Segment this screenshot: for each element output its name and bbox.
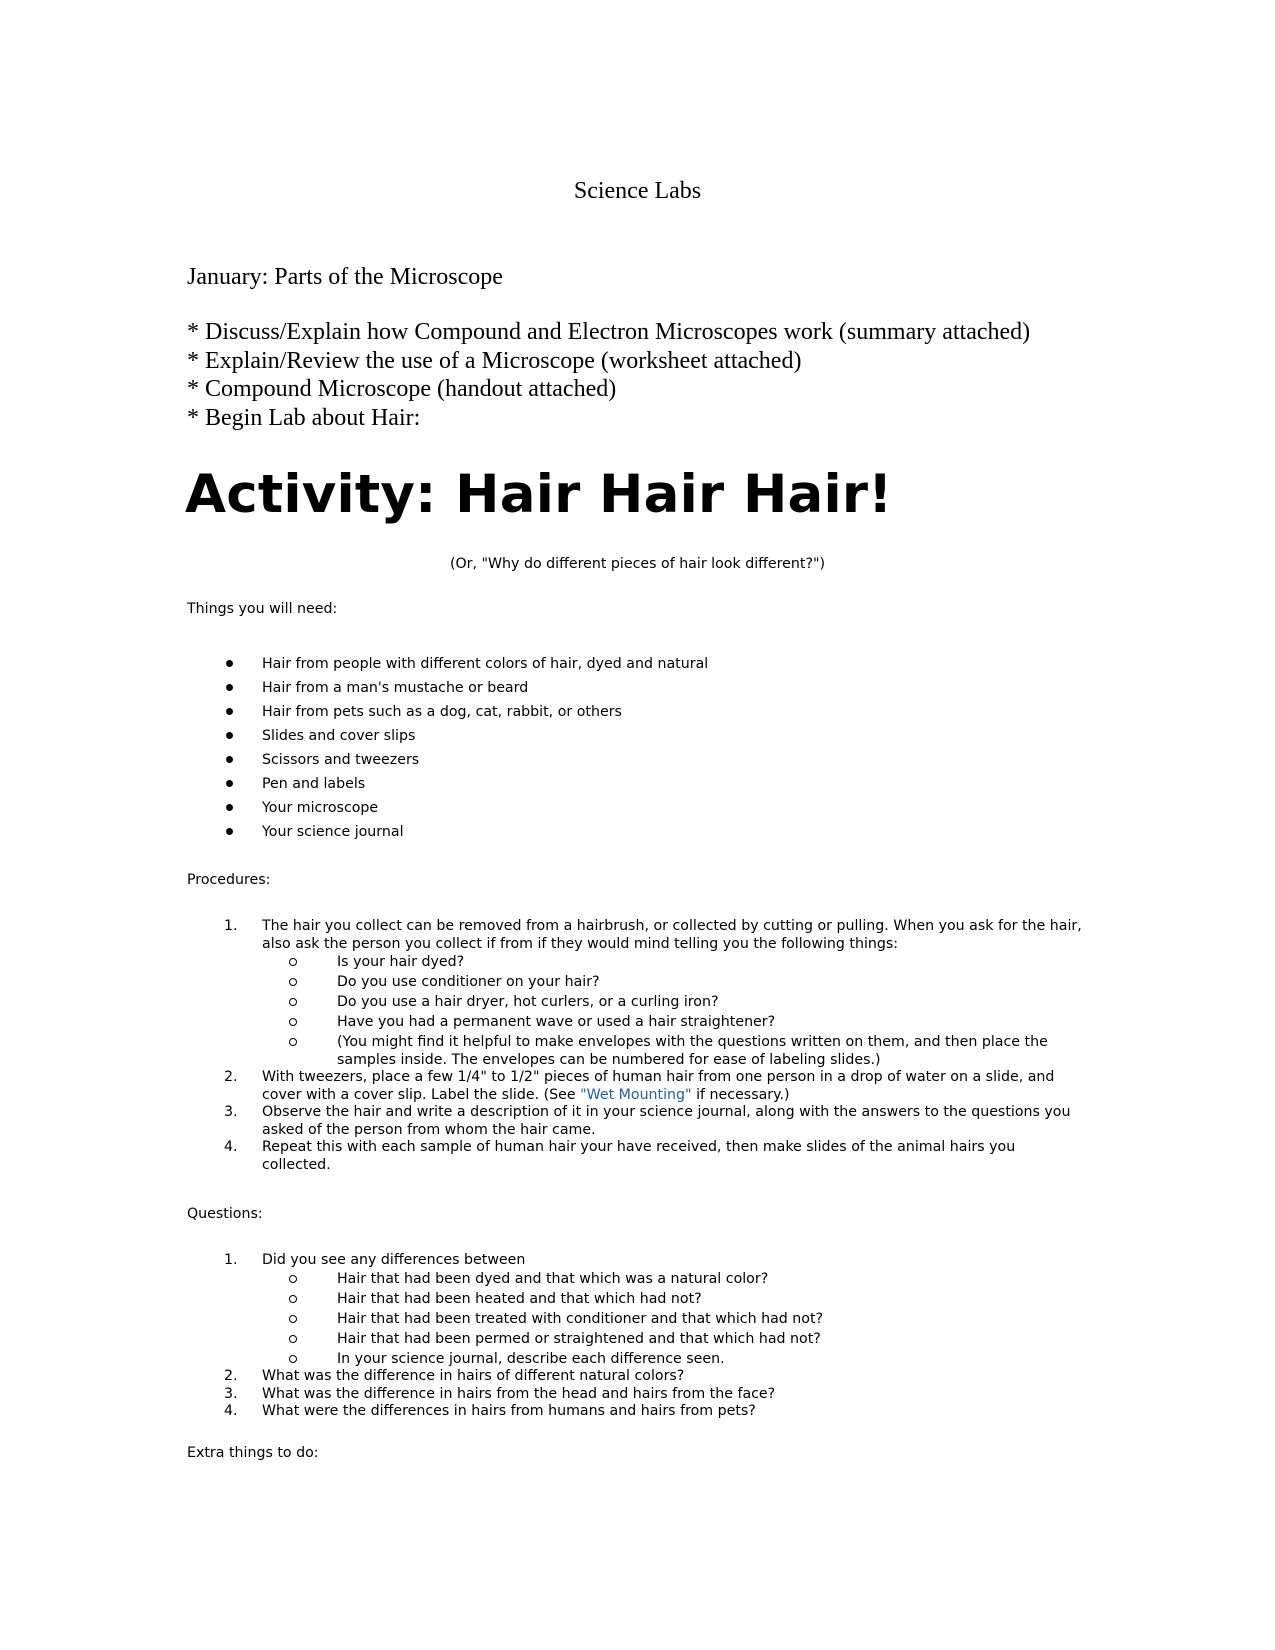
step-text: The hair you collect can be removed from a hairbrush, or collected by cutting or pulling. When you ask for the hair, also ask the person you collect if from if they would mind telling you the following things: <box>262 918 1082 952</box>
sub-item <box>262 954 1087 972</box>
list-item-text: Hair from people with different colors of hair, dyed and natural <box>262 656 709 672</box>
activity-subtitle: (Or, "Why do different pieces of hair look different?") <box>449 556 826 572</box>
step-number: 2. <box>224 1069 238 1086</box>
bullet-icon <box>226 660 233 667</box>
list-item-text: Your science journal <box>262 824 404 840</box>
question-item <box>187 1368 1087 1386</box>
circle-bullet-icon <box>289 1275 297 1283</box>
agenda-item: * Discuss/Explain how Compound and Electron Microscopes work (summary attached) <box>187 319 1031 345</box>
question-text: What was the difference in hairs from the head and hairs from the face? <box>262 1385 776 1402</box>
list-item <box>187 727 708 751</box>
question-item <box>187 1403 1087 1421</box>
bullet-icon <box>226 708 233 715</box>
bullet-icon <box>226 828 233 835</box>
circle-bullet-icon <box>289 1038 297 1046</box>
agenda-item: * Explain/Review the use of a Microscope (worksheet attached) <box>187 347 802 374</box>
sub-item-text: Have you had a permanent wave or used a hair straightener? <box>337 1014 776 1031</box>
sub-item <box>262 1271 1087 1289</box>
sub-item <box>262 1311 1087 1329</box>
bullet-icon <box>226 804 233 811</box>
wet-mounting-link[interactable]: "Wet Mounting" <box>580 1086 692 1103</box>
step-number: 1. <box>224 918 238 934</box>
circle-bullet-icon <box>289 978 297 986</box>
question-item <box>187 1252 1087 1368</box>
question-number: 4. <box>224 1403 238 1420</box>
questions-label: Questions: <box>187 1206 263 1222</box>
things-list <box>187 655 708 847</box>
sub-item-text: Do you use a hair dryer, hot curlers, or a curling iron? <box>337 994 719 1011</box>
sub-item-text: In your science journal, describe each difference seen. <box>337 1350 725 1367</box>
sub-item <box>262 994 1087 1012</box>
list-item <box>187 799 708 823</box>
question-number: 1. <box>224 1252 238 1268</box>
procedure-step <box>187 1104 1087 1139</box>
bullet-icon <box>226 684 233 691</box>
procedures-list <box>187 918 1087 1174</box>
circle-bullet-icon <box>289 1355 297 1363</box>
list-item <box>187 775 708 799</box>
procedure-sublist <box>262 954 1087 1069</box>
procedures-label: Procedures: <box>187 872 271 888</box>
step-number: 3. <box>224 1104 238 1121</box>
bullet-icon <box>226 780 233 787</box>
question-text: What were the differences in hairs from humans and hairs from pets? <box>262 1403 756 1420</box>
step-text: if necessary.) <box>691 1086 790 1103</box>
question-number: 3. <box>224 1385 238 1402</box>
bullet-icon <box>226 732 233 739</box>
list-item-text: Slides and cover slips <box>262 728 416 744</box>
procedure-step <box>187 1069 1087 1104</box>
sub-item <box>262 974 1087 992</box>
sub-item-text: Hair that had been heated and that which had not? <box>337 1290 702 1307</box>
list-item <box>187 823 708 847</box>
activity-title: Activity: Hair Hair Hair! <box>185 464 893 525</box>
step-text: Repeat this with each sample of human hair your have received, then make slides of the animal hairs you collected. <box>262 1139 1016 1173</box>
list-item <box>187 751 708 775</box>
sub-item-text: Is your hair dyed? <box>337 954 465 970</box>
document-title: Science Labs <box>573 178 702 204</box>
question-text: Did you see any differences between <box>262 1252 526 1268</box>
sub-item <box>262 1331 1087 1349</box>
procedure-step <box>187 918 1087 1069</box>
question-sublist <box>262 1271 1087 1369</box>
circle-bullet-icon <box>289 958 297 966</box>
sub-item <box>262 1291 1087 1309</box>
step-text: Observe the hair and write a description of it in your science journal, along with the answers to the questions you asked of the person from whom the hair came. <box>262 1104 1071 1138</box>
list-item <box>187 655 708 679</box>
sub-item-text: Hair that had been permed or straightened and that which had not? <box>337 1330 821 1347</box>
list-item-text: Hair from pets such as a dog, cat, rabbit, or others <box>262 704 622 720</box>
extra-label: Extra things to do: <box>187 1445 319 1461</box>
question-number: 2. <box>224 1368 238 1385</box>
month-heading: January: Parts of the Microscope <box>187 264 503 290</box>
list-item <box>187 679 708 703</box>
sub-item <box>262 1351 1087 1369</box>
sub-item <box>262 1034 1087 1069</box>
list-item <box>187 703 708 727</box>
circle-bullet-icon <box>289 1295 297 1303</box>
step-number: 4. <box>224 1139 238 1156</box>
sub-item-text: (You might find it helpful to make envelopes with the questions written on them, and then place the samples inside. The envelopes can be numbered for ease of labeling slides.) <box>337 1034 1048 1068</box>
list-item-text: Your microscope <box>262 800 379 816</box>
question-item <box>187 1386 1087 1404</box>
things-label: Things you will need: <box>187 601 338 617</box>
sub-item <box>262 1014 1087 1032</box>
sub-item-text: Do you use conditioner on your hair? <box>337 974 600 991</box>
circle-bullet-icon <box>289 1018 297 1026</box>
list-item-text: Hair from a man's mustache or beard <box>262 680 529 696</box>
question-text: What was the difference in hairs of different natural colors? <box>262 1368 685 1385</box>
circle-bullet-icon <box>289 1335 297 1343</box>
procedure-step <box>187 1139 1087 1174</box>
agenda-list <box>187 318 1030 432</box>
sub-item-text: Hair that had been treated with conditioner and that which had not? <box>337 1310 824 1327</box>
questions-list <box>187 1252 1087 1421</box>
agenda-item: * Begin Lab about Hair: <box>187 404 421 431</box>
agenda-item: * Compound Microscope (handout attached) <box>187 376 617 402</box>
step-text: With tweezers, place a few 1/4" to 1/2" pieces of human hair from one person in a drop of water on a slide, and cover with a cover slip. Label the slide. (See <box>262 1069 1055 1103</box>
bullet-icon <box>226 756 233 763</box>
circle-bullet-icon <box>289 998 297 1006</box>
list-item-text: Pen and labels <box>262 776 366 792</box>
circle-bullet-icon <box>289 1315 297 1323</box>
sub-item-text: Hair that had been dyed and that which was a natural color? <box>337 1270 769 1287</box>
list-item-text: Scissors and tweezers <box>262 752 420 768</box>
